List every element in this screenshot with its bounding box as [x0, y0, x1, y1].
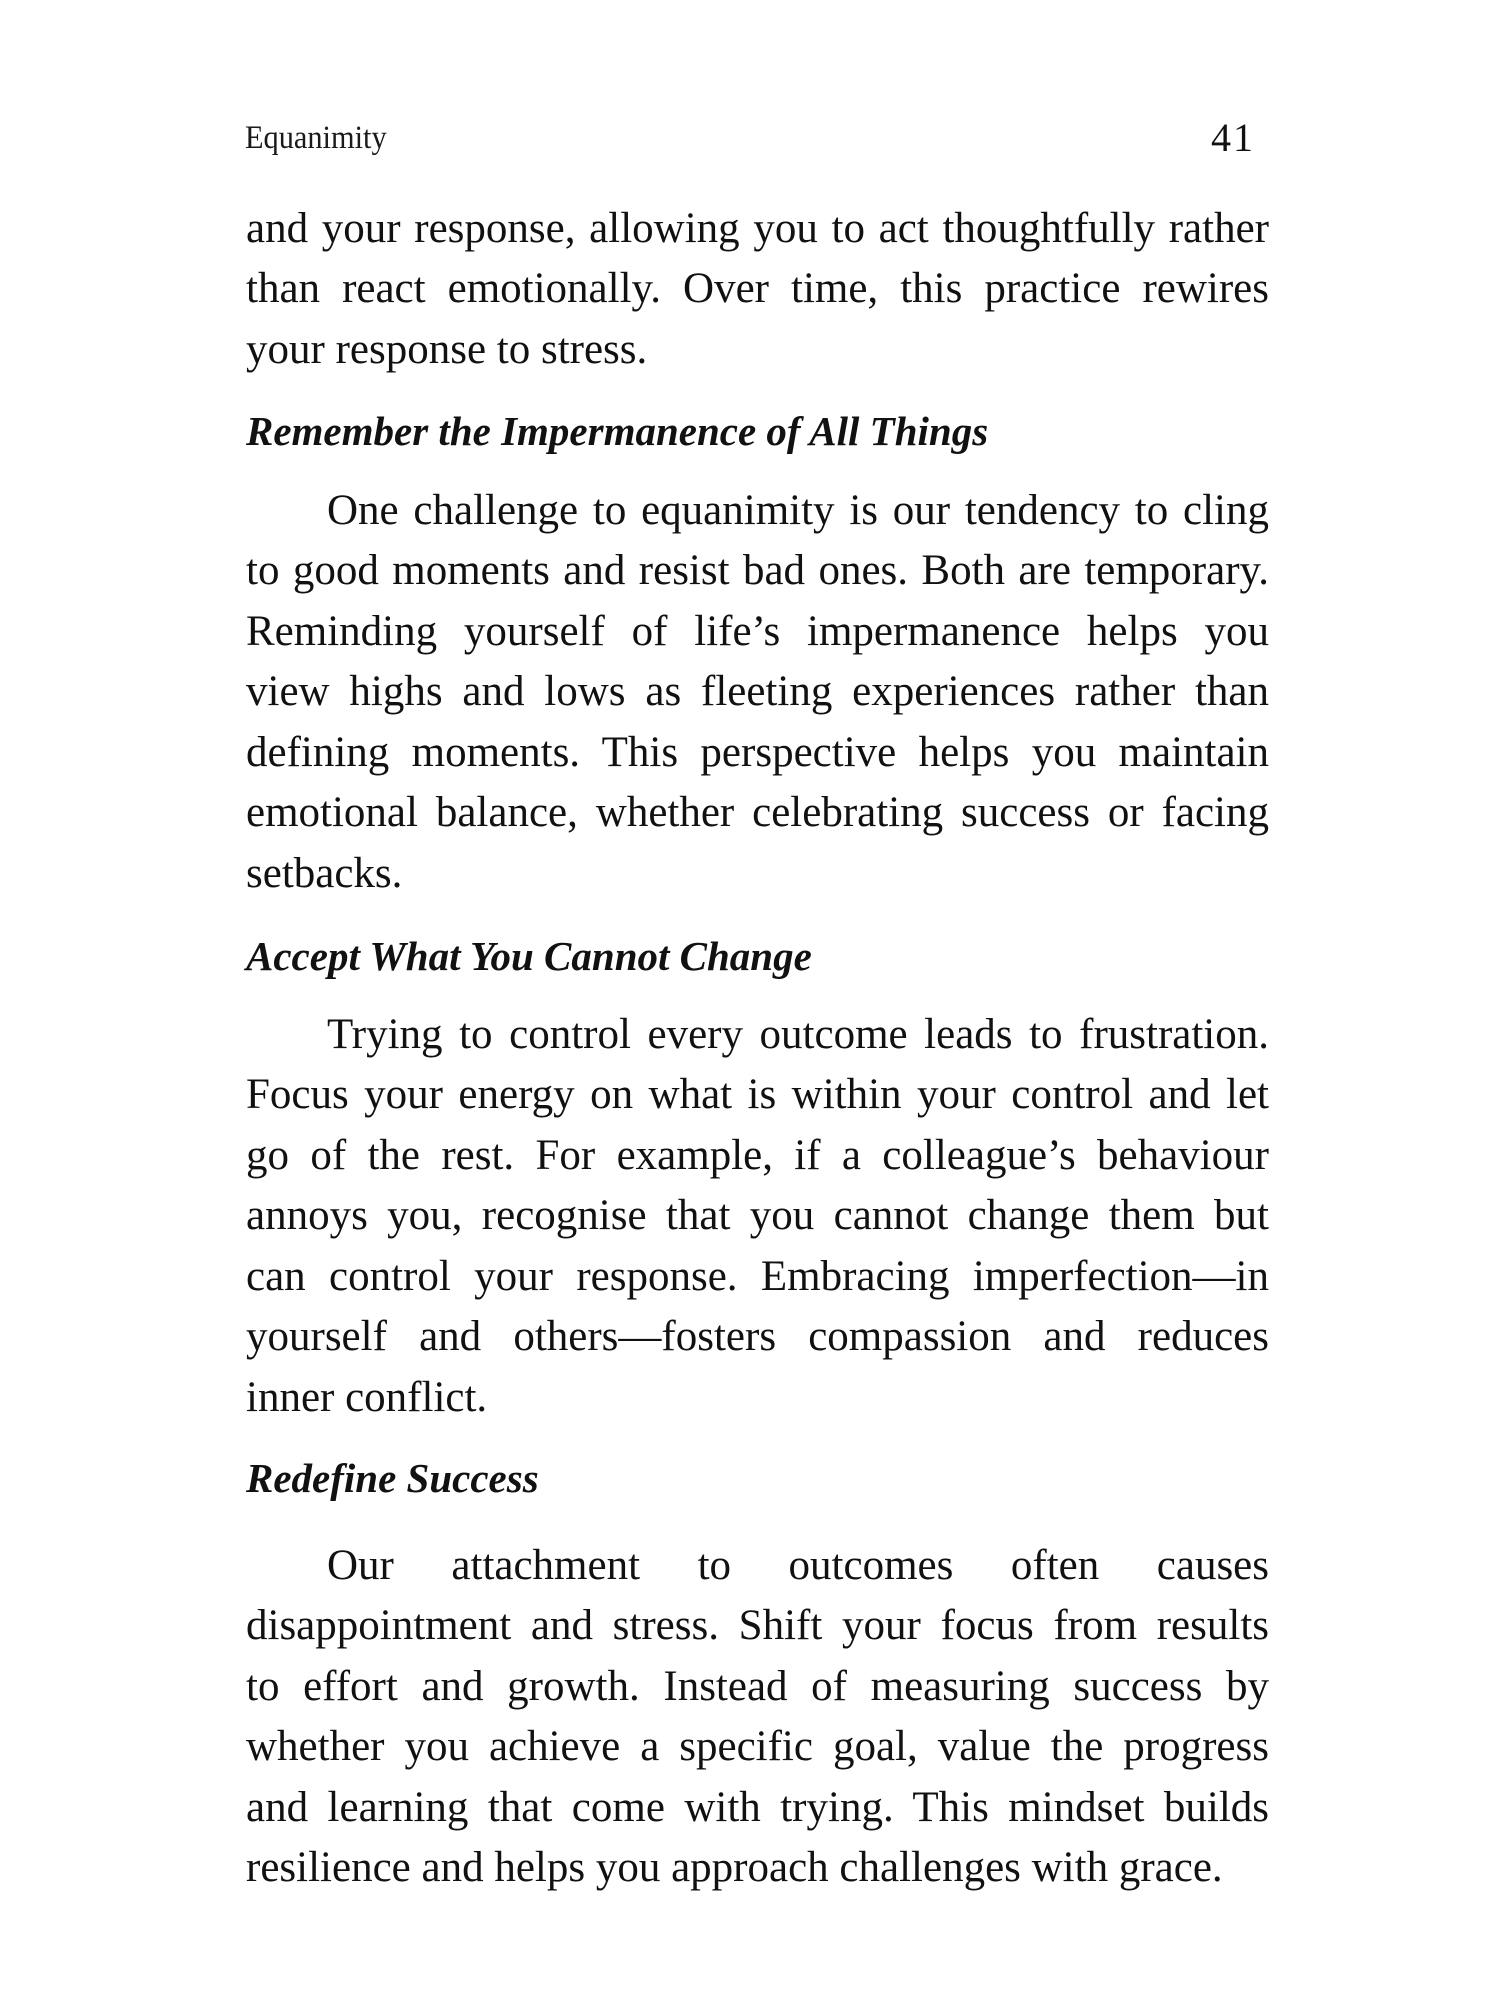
- text-line: annoys you, recognise that you cannot change them but: [246, 1192, 1269, 1239]
- running-head-title: Equanimity: [245, 120, 387, 156]
- text-line: can control your response. Embracing imperfection—in: [246, 1253, 1269, 1300]
- text-line: go of the rest. For example, if a colleague’s behaviour: [246, 1132, 1269, 1179]
- section-heading: Accept What You Cannot Change: [246, 933, 812, 979]
- text-line: to effort and growth. Instead of measuring success by: [246, 1663, 1269, 1710]
- text-line: your response to stress.: [246, 326, 648, 373]
- text-line: resilience and helps you approach challenges with grace.: [246, 1844, 1223, 1891]
- text-line: and learning that come with trying. This mindset builds: [246, 1784, 1269, 1831]
- text-line: One challenge to equanimity is our tendency to cling: [327, 487, 1269, 534]
- section-heading: Remember the Impermanence of All Things: [246, 408, 989, 454]
- page-number: 41: [1211, 115, 1255, 160]
- text-line: yourself and others—fosters compassion and reduces: [246, 1313, 1269, 1360]
- text-line: disappointment and stress. Shift your focus from results: [246, 1602, 1269, 1649]
- text-line: Focus your energy on what is within your control and let: [246, 1071, 1269, 1118]
- text-line: and your response, allowing you to act thoughtfully rather: [246, 205, 1269, 252]
- text-line: defining moments. This perspective helps you maintain: [246, 729, 1269, 776]
- text-line: view highs and lows as fleeting experiences rather than: [246, 668, 1269, 715]
- text-line: Reminding yourself of life’s impermanence helps you: [246, 608, 1269, 655]
- text-line: Our attachment to outcomes often causes: [327, 1542, 1269, 1589]
- text-line: whether you achieve a specific goal, value the progress: [246, 1723, 1269, 1770]
- text-line: Trying to control every outcome leads to frustration.: [327, 1011, 1269, 1058]
- text-line: emotional balance, whether celebrating success or facing: [246, 789, 1269, 836]
- text-line: to good moments and resist bad ones. Both are temporary.: [246, 547, 1269, 594]
- text-line: inner conflict.: [246, 1374, 488, 1421]
- text-line: setbacks.: [246, 850, 403, 897]
- section-heading: Redefine Success: [246, 1455, 539, 1501]
- text-line: than react emotionally. Over time, this practice rewires: [246, 265, 1269, 312]
